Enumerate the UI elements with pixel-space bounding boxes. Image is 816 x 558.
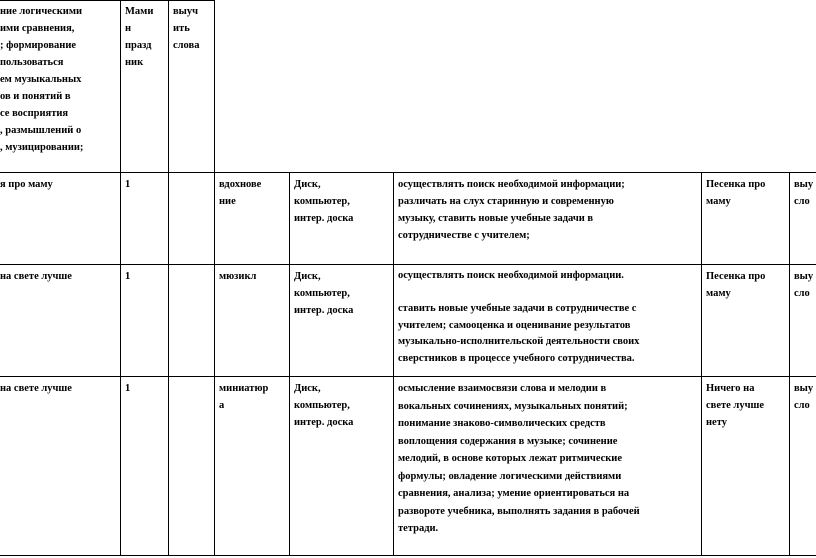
topic-cell: Мами н празд ник (125, 6, 154, 68)
hours-cell: 1 (125, 271, 131, 282)
homework-cell: выу сло (794, 179, 814, 207)
song-cell: Песенка про маму (706, 271, 766, 299)
hours-cell: 1 (125, 383, 131, 394)
lesson-type-cell: мюзикл (219, 271, 257, 282)
rule-row4-bottom (0, 555, 816, 556)
lesson-type-cell: миниатюр а (219, 383, 269, 411)
equipment-cell: Диск, компьютер, интер. доска (294, 179, 354, 224)
song-cell: Ничего на свете лучше нету (706, 383, 765, 428)
date-cell (169, 377, 214, 555)
lesson-title-cell: я про маму (0, 179, 53, 190)
uud-cell: осуществлять поиск необходимой информации. ставить новые учебные задачи в сотрудничестве с учителем; самооценка и оценивание результатов музыкально-исполнительской деятельности своих сверстников в процессе учебного сотрудничества. (398, 270, 640, 364)
equipment-cell: Диск, компьютер, интер. доска (294, 383, 354, 428)
homework-cell: выу сло (794, 383, 814, 411)
uud-cell: осмысление взаимосвязи слова и мелодии в вокальных сочинениях, музыкальных понятий; понимание знаково-символических средств воплощения содержания в музыке; сочинение мелодий, в основе которых лежат ритмические формулы; овладение логическими действиями сравнения, анализа; умение ориентироваться на развороте учебника, выполнять задания в рабочей тетради. (398, 383, 640, 534)
song-cell: Песенка про маму (706, 179, 766, 207)
equipment-cell: Диск, компьютер, интер. доска (294, 271, 354, 316)
goals-cell: ние логическими ими сравнения, ; формирование пользоваться ем музыкальных ов и понятий в се восприятия , размышлений о , музицировании; (0, 6, 84, 153)
lesson-title-cell: на свете лучше (0, 271, 72, 282)
words-cell: выуч ить слова (173, 6, 200, 51)
homework-cell: выу сло (794, 271, 814, 299)
uud-cell: осуществлять поиск необходимой информации; различать на слух старинную и современную музыку, ставить новые учебные задачи в сотрудничестве с учителем; (398, 179, 625, 241)
lesson-title-cell: на свете лучше (0, 383, 72, 394)
date-cell (169, 265, 214, 376)
date-cell (169, 173, 214, 264)
lesson-type-cell: вдохнове ние (219, 179, 262, 207)
hours-cell: 1 (125, 179, 131, 190)
